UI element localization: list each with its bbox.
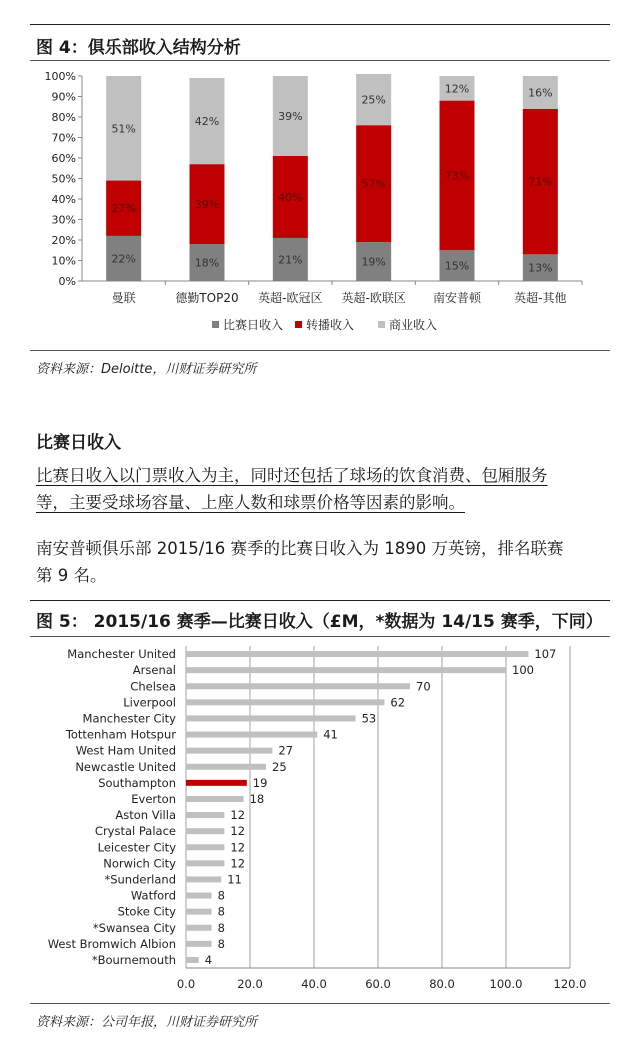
x-tick-label: 120.0 [553,977,587,991]
category-label: 英超-欧冠区 [258,291,323,305]
fig5-top-rule [30,600,610,601]
bar-value-label: 100 [512,663,534,678]
x-tick-label: 60.0 [365,977,391,991]
bar-value-label: 19 [252,775,268,790]
paragraph-1-line-1: 比赛日收入以门票收入为主，同时还包括了球场的饮食消费、包厢服务 [36,466,548,485]
segment-value-label: 39% [194,198,220,212]
revenue-bar [186,764,266,770]
y-tick-label: 90% [51,90,76,104]
segment-value-label: 13% [528,261,553,275]
y-tick-label: 20% [51,234,76,247]
team-label: Manchester United [67,647,176,662]
team-label: Southampton [98,775,176,790]
bar-value-label: 8 [217,888,225,903]
y-tick-label: 70% [51,131,76,145]
segment-value-label: 21% [278,253,303,267]
legend-label: 比赛日收入 [223,318,284,332]
revenue-bar [186,699,384,705]
team-label: West Bromwich Albion [47,936,176,951]
revenue-bar [186,796,244,802]
revenue-bar [186,925,212,931]
y-tick-label: 10% [51,254,76,268]
x-tick-label: 40.0 [301,977,327,991]
revenue-bar [186,780,247,786]
fig5-title-rule [30,636,610,637]
revenue-bar [186,844,224,850]
bar-value-label: 41 [323,727,338,742]
fig5-source: 资料来源：公司年报，川财证券研究所 [36,1015,258,1030]
section-heading: 比赛日收入 [36,433,121,453]
x-tick-label: 100.0 [489,977,523,991]
segment-value-label: 12% [444,82,470,96]
matchday-revenue-chart [0,640,640,1000]
category-label: 英超-其他 [514,291,567,305]
y-tick-label: 30% [51,213,76,227]
category-label: 南安普顿 [432,291,482,305]
segment-value-label: 40% [278,190,303,204]
bar-value-label: 8 [217,936,225,951]
team-label: *Swansea City [92,920,176,935]
segment-value-label: 57% [361,177,386,191]
team-label: Newcastle United [75,759,176,774]
segment-value-label: 73% [444,169,470,183]
bar-value-label: 12 [230,856,246,871]
bar-value-label: 8 [217,920,225,935]
fig5-bottom-rule [30,1003,610,1004]
paragraph-1 [36,462,616,516]
segment-value-label: 71% [528,175,553,189]
bar-value-label: 107 [534,647,557,662]
team-label: Stoke City [117,904,176,919]
team-label: Manchester City [82,711,176,726]
revenue-bar [186,941,212,947]
segment-value-label: 18% [194,256,220,270]
team-label: Crystal Palace [94,824,176,839]
revenue-bar [186,748,272,754]
legend-swatch [378,321,385,328]
fig4-source: 资料来源：Deloitte，川财证券研究所 [36,362,257,377]
legend-label: 转播收入 [306,318,355,332]
team-label: Arsenal [132,663,176,678]
legend-swatch [295,321,302,328]
team-label: Liverpool [123,695,176,710]
bar-value-label: 4 [204,952,213,967]
segment-value-label: 15% [444,259,470,273]
team-label: Tottenham Hotspur [65,727,176,742]
y-tick-label: 80% [51,111,76,124]
fig5-title: 图 5： 2015/16 赛季—比赛日收入（£M，*数据为 14/15 赛季，下同） [36,612,603,632]
category-label: 英超-欧联区 [341,291,406,305]
x-tick-label: 80.0 [429,977,455,991]
team-label: *Sunderland [104,872,176,887]
segment-value-label: 25% [361,93,386,107]
revenue-bar [186,957,199,963]
revenue-bar [186,732,317,738]
x-tick-label: 0.0 [176,977,196,991]
bar-value-label: 53 [361,711,377,726]
fig4-title: 图 4：俱乐部收入结构分析 [36,38,241,58]
team-label: Aston Villa [115,808,176,823]
segment-value-label: 39% [278,109,303,123]
team-label: Watford [130,888,176,903]
revenue-bar [186,909,212,915]
segment-value-label: 42% [194,115,220,129]
paragraph-2 [36,535,616,589]
y-tick-label: 0% [58,275,76,288]
revenue-bar [186,651,528,657]
legend-label: 商业收入 [389,318,438,332]
fig4-top-rule [30,24,610,25]
bar-value-label: 25 [272,759,287,774]
bar-value-label: 70 [416,679,431,694]
bar-value-label: 27 [278,743,294,758]
y-tick-label: 50% [51,172,76,186]
team-label: Everton [131,791,176,806]
bar-value-label: 18 [249,791,265,806]
legend-swatch [212,321,219,328]
team-label: Chelsea [130,679,176,694]
revenue-bar [186,876,221,882]
stacked-revenue-chart [0,62,640,362]
segment-value-label: 51% [111,122,136,136]
fig4-title-rule [30,60,610,61]
bar-value-label: 8 [217,904,225,919]
bar-value-label: 12 [230,824,246,839]
x-tick-label: 20.0 [237,977,263,991]
y-tick-label: 100% [44,70,76,83]
paragraph-1-line-2: 等，主要受球场容量、上座人数和球票价格等因素的影响。 [36,493,465,512]
revenue-bar [186,667,506,673]
fig4-bottom-rule [30,350,610,351]
category-label: 德勤TOP20 [175,291,239,305]
revenue-bar [186,715,356,721]
category-label: 曼联 [111,291,136,305]
revenue-bar [186,812,224,818]
bar-value-label: 11 [227,872,242,887]
bar-value-label: 12 [230,840,246,855]
bar-value-label: 12 [230,808,246,823]
team-label: West Ham United [75,743,176,758]
revenue-bar [186,828,224,834]
paragraph-2-line-1: 南安普顿俱乐部 2015/16 赛季的比赛日收入为 1890 万英镑，排名联赛 [36,539,564,558]
segment-value-label: 27% [111,202,136,216]
team-label: Leicester City [97,840,176,855]
team-label: *Bournemouth [91,952,176,967]
bar-value-label: 62 [390,695,406,710]
segment-value-label: 22% [111,252,136,266]
revenue-bar [186,893,212,899]
revenue-bar [186,860,224,866]
y-tick-label: 60% [51,152,76,165]
y-tick-label: 40% [51,193,76,206]
segment-value-label: 19% [361,255,386,269]
segment-value-label: 16% [528,86,553,100]
revenue-bar [186,683,410,689]
team-label: Norwich City [103,856,176,871]
paragraph-2-line-2: 第 9 名。 [36,566,107,585]
